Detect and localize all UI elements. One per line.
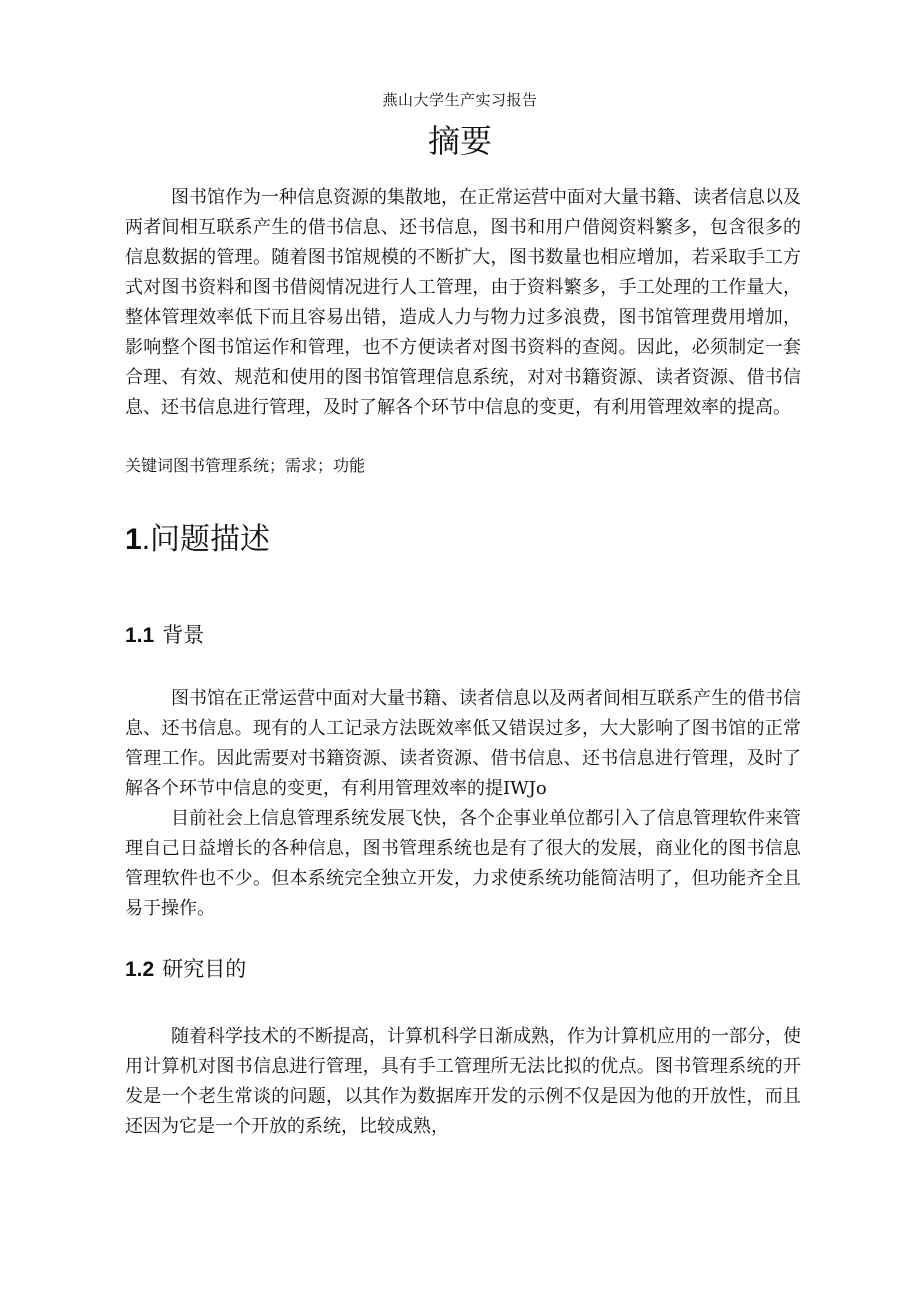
section-1-title: .问题描述	[141, 523, 271, 556]
section-1-1-title: 背景	[162, 624, 205, 647]
section-1-1-paragraph-2: 目前社会上信息管理系统发展飞快，各个企事业单位都引入了信息管理软件来管理自己日益增长的各种信息，图书管理系统也是有了很大的发展，商业化的图书信息管理软件也不少。但本系统完全独立开发，力求使系统功能简洁明了，但功能齐全且易于操作。	[125, 808, 801, 919]
abstract-title: 摘要	[427, 122, 492, 160]
section-1-1-heading	[125, 619, 204, 649]
section-1-1-paragraph-1: 图书馆在正常运营中面对大量书籍、读者信息以及两者间相互联系产生的借书信息、还书信息。现有的人工记录方法既效率低又错误过多，大大影响了图书馆的正常管理工作。因此需要对书籍资源、读者资源、借书信息、还书信息进行管理，及时了解各个环节中信息的变更，有利用管理效率的提IWJo	[125, 688, 801, 799]
keywords-line: 关键词图书管理系统；需求；功能	[125, 456, 366, 475]
section-1-heading	[125, 514, 270, 558]
section-1-2-title: 研究目的	[162, 958, 247, 981]
abstract-paragraph: 图书馆作为一种信息资源的集散地，在正常运营中面对大量书籍、读者信息以及两者间相互联系产生的借书信息、还书信息，图书和用户借阅资料繁多，包含很多的信息数据的管理。随着图书馆规模的不断扩大，图书数量也相应增加，若采取手工方式对图书资料和图书借阅情况进行人工管理，由于资料繁多，手工处理的工作量大，整体管理效率低下而且容易出错，造成人力与物力过多浪费，图书馆管理费用增加，影响整个图书馆运作和管理，也不方便读者对图书资料的查阅。因此，必须制定一套合理、有效、规范和使用的图书馆管理信息系统，对对书籍资源、读者资源、借书信息、还书信息进行管理，及时了解各个环节中信息的变更，有利用管理效率的提高。	[125, 187, 801, 418]
page-header: 燕山大学生产实习报告	[382, 91, 538, 109]
section-1-1-number: 1.1	[125, 624, 155, 647]
section-1-2-number: 1.2	[125, 958, 155, 981]
section-1-2-heading	[125, 953, 246, 983]
section-1-number: 1	[125, 523, 142, 556]
section-1-2-paragraph-1: 随着科学技术的不断提高，计算机科学日渐成熟，作为计算机应用的一部分，使用计算机对图书信息进行管理，具有手工管理所无法比拟的优点。图书管理系统的开发是一个老生常谈的问题，以其作为数据库开发的示例不仅是因为他的开放性，而且还因为它是一个开放的系统，比较成熟，	[125, 1026, 801, 1137]
